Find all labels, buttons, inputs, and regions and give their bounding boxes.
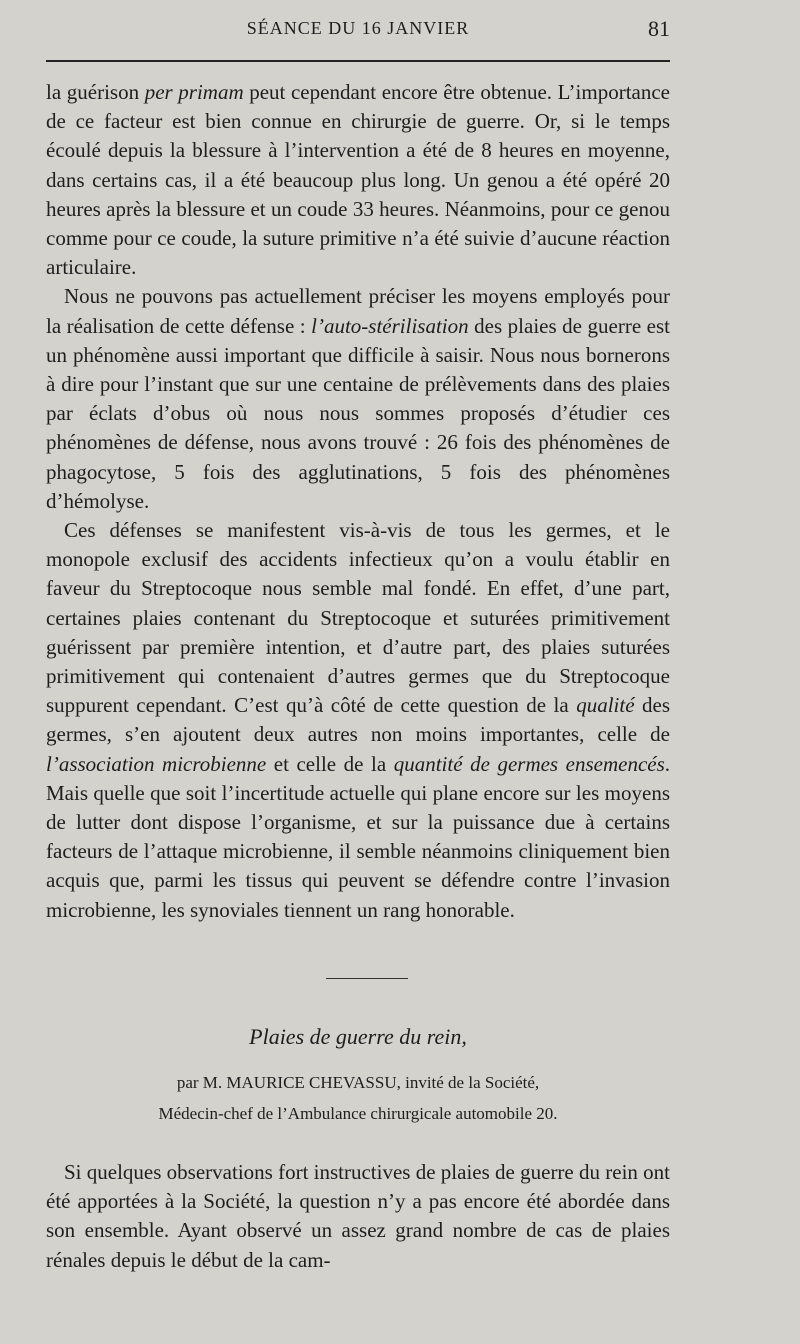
article-byline: par M. MAURICE CHEVASSU, invité de la Société, xyxy=(176,1073,540,1092)
article-body xyxy=(46,1158,670,1275)
article-paragraph-1: Si quelques observations fort instructives de plaies de guerre du rein ont été apportées à la Société, la question n’y a pas encore été abordée dans son ensemble. Ayant observé un assez grand nombre de cas de plaies rénales depuis le début de la cam- xyxy=(46,1160,670,1272)
body-text xyxy=(46,78,670,925)
header-rule xyxy=(46,60,670,62)
paragraph-3: Ces défenses se manifestent vis-à-vis de tous les germes, et le monopole exclusif des accidents infectieux qu’on a voulu établir en faveur du Streptocoque nous semble mal fondé. En effet, d’une part, certaines plaies contenant du Streptocoque et suturées primitivement guérissent par première intention, et d’autre part, des plaies suturées primitivement qui contenaient d’autres germes que du Streptocoque suppurent cependant. C’est qu’à côté de cette question de la qualité des germes, s’en ajoutent deux autres non moins importantes, celle de l’association microbienne et celle de la quantité de germes ensemencés. Mais quelle que soit l’incertitude actuelle qui plane encore sur les moyens de lutter dont dispose l’organisme, et sur la puissance due à certains facteurs de l’attaque microbienne, il semble néanmoins cliniquement bien acquis que, parmi les tissus qui peuvent se défendre contre l’invasion microbienne, les synoviales tiennent un rang honorable. xyxy=(46,518,671,922)
paragraph-1: la guérison per primam peut cependant encore être obtenue. L’importance de ce facteur est bien connue en chirurgie de guerre. Or, si le temps écoulé depuis la blessure à l’intervention a été de 8 heures en moyenne, dans certains cas, il a été beaucoup plus long. Un genou a été opéré 20 heures après la blessure et un coude 33 heures. Néanmoins, pour ce genou comme pour ce coude, la suture primitive n’a été suivie d’aucune réaction articulaire. xyxy=(46,80,670,280)
article-title: Plaies de guerre du rein, xyxy=(249,1024,467,1049)
page-number: 81 xyxy=(648,16,670,41)
article-affiliation: Médecin-chef de l’Ambulance chirurgicale automobile 20. xyxy=(158,1104,558,1123)
page-header xyxy=(46,18,670,48)
section-separator xyxy=(326,978,408,979)
running-head: SÉANCE DU 16 JANVIER xyxy=(246,18,470,38)
paragraph-2: Nous ne pouvons pas actuellement préciser les moyens employés pour la réalisation de cette défense : l’auto-stérilisation des plaies de guerre est un phénomène aussi important que difficile à saisir. Nous nous bornerons à dire pour l’instant que sur une centaine de prélèvements dans des plaies par éclats d’obus où nous nous sommes proposés d’étudier ces phénomènes de défense, nous avons trouvé : 26 fois des phénomènes de phagocytose, 5 fois des agglutinations, 5 fois des phénomènes d’hémolyse. xyxy=(46,284,670,513)
